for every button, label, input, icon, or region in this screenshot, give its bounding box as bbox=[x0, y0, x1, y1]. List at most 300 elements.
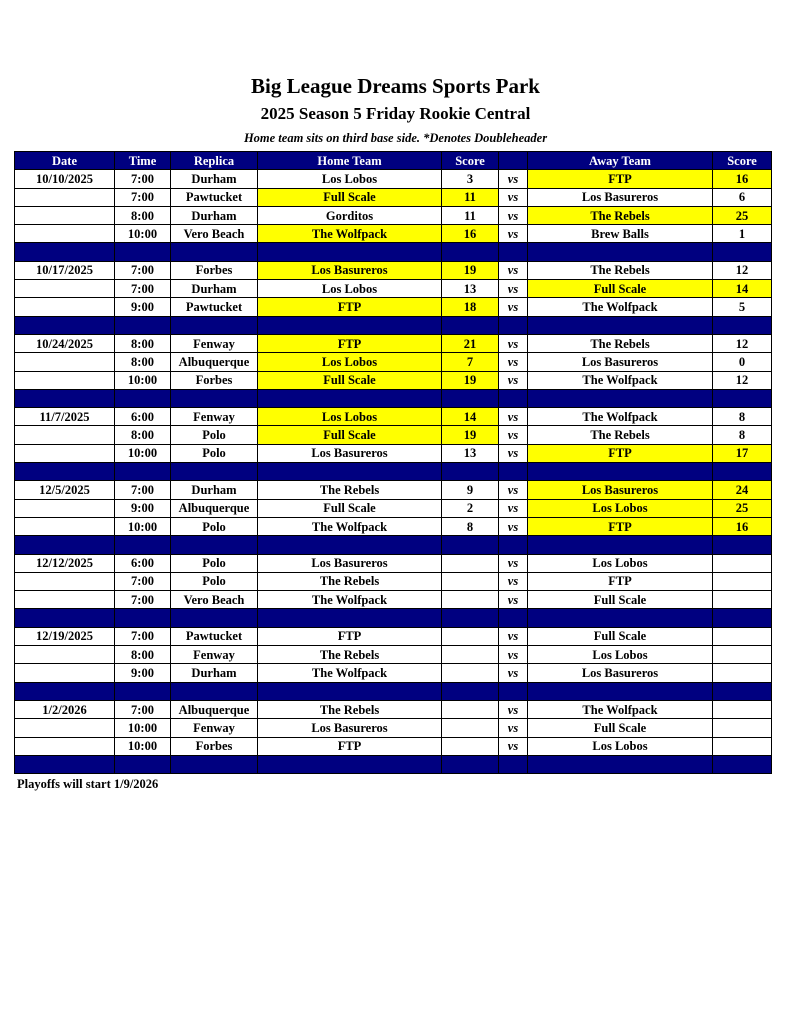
away-team-cell: Los Lobos bbox=[528, 554, 713, 572]
home-score-cell bbox=[442, 646, 499, 664]
away-score-cell: 14 bbox=[713, 280, 772, 298]
game-row bbox=[15, 591, 772, 609]
home-team-cell: The Wolfpack bbox=[258, 664, 442, 682]
vs-cell: vs bbox=[499, 572, 528, 590]
away-team-cell: FTP bbox=[528, 170, 713, 188]
separator-cell bbox=[528, 609, 713, 627]
home-team-cell: Full Scale bbox=[258, 371, 442, 389]
replica-cell: Polo bbox=[171, 426, 258, 444]
away-score-cell: 1 bbox=[713, 225, 772, 243]
away-score-cell: 24 bbox=[713, 481, 772, 499]
col-header-away-score: Score bbox=[713, 152, 772, 170]
week-separator-row bbox=[15, 389, 772, 407]
home-team-cell: Los Lobos bbox=[258, 280, 442, 298]
time-cell: 7:00 bbox=[115, 591, 171, 609]
home-team-cell: Los Basureros bbox=[258, 719, 442, 737]
game-row bbox=[15, 408, 772, 426]
vs-cell: vs bbox=[499, 719, 528, 737]
time-cell: 8:00 bbox=[115, 353, 171, 371]
home-score-cell: 16 bbox=[442, 225, 499, 243]
col-header-home-team: Home Team bbox=[258, 152, 442, 170]
away-team-cell: The Wolfpack bbox=[528, 408, 713, 426]
date-cell bbox=[15, 426, 115, 444]
replica-cell: Durham bbox=[171, 481, 258, 499]
game-row bbox=[15, 700, 772, 718]
separator-cell bbox=[115, 536, 171, 554]
home-team-cell: Los Lobos bbox=[258, 170, 442, 188]
separator-cell bbox=[442, 463, 499, 481]
separator-cell bbox=[15, 682, 115, 700]
date-cell bbox=[15, 572, 115, 590]
separator-cell bbox=[258, 609, 442, 627]
game-row bbox=[15, 225, 772, 243]
time-cell: 7:00 bbox=[115, 261, 171, 279]
replica-cell: Fenway bbox=[171, 719, 258, 737]
schedule-note: Home team sits on third base side. *Denotes Doubleheader bbox=[243, 131, 548, 145]
home-score-cell: 13 bbox=[442, 280, 499, 298]
time-cell: 8:00 bbox=[115, 426, 171, 444]
separator-cell bbox=[528, 243, 713, 261]
home-score-cell: 19 bbox=[442, 261, 499, 279]
home-team-cell: Los Lobos bbox=[258, 408, 442, 426]
replica-cell: Polo bbox=[171, 554, 258, 572]
separator-cell bbox=[442, 316, 499, 334]
replica-cell: Pawtucket bbox=[171, 627, 258, 645]
separator-cell bbox=[258, 463, 442, 481]
home-score-cell: 9 bbox=[442, 481, 499, 499]
separator-cell bbox=[15, 755, 115, 773]
game-row bbox=[15, 719, 772, 737]
vs-cell: vs bbox=[499, 444, 528, 462]
separator-cell bbox=[528, 389, 713, 407]
home-team-cell: Full Scale bbox=[258, 499, 442, 517]
date-cell bbox=[15, 499, 115, 517]
home-score-cell bbox=[442, 737, 499, 755]
away-team-cell: Los Lobos bbox=[528, 646, 713, 664]
home-team-cell: Full Scale bbox=[258, 426, 442, 444]
away-team-cell: FTP bbox=[528, 444, 713, 462]
time-cell: 7:00 bbox=[115, 572, 171, 590]
game-row bbox=[15, 371, 772, 389]
replica-cell: Durham bbox=[171, 664, 258, 682]
separator-cell bbox=[171, 316, 258, 334]
vs-cell: vs bbox=[499, 664, 528, 682]
away-team-cell: Full Scale bbox=[528, 280, 713, 298]
separator-cell bbox=[499, 316, 528, 334]
week-separator-row bbox=[15, 316, 772, 334]
game-row bbox=[15, 627, 772, 645]
date-cell: 10/10/2025 bbox=[15, 170, 115, 188]
separator-cell bbox=[528, 536, 713, 554]
away-score-cell bbox=[713, 719, 772, 737]
col-header-time: Time bbox=[115, 152, 171, 170]
vs-cell: vs bbox=[499, 225, 528, 243]
schedule-table bbox=[14, 151, 772, 774]
away-team-cell: The Rebels bbox=[528, 334, 713, 352]
away-score-cell: 12 bbox=[713, 334, 772, 352]
separator-cell bbox=[713, 463, 772, 481]
separator-cell bbox=[171, 536, 258, 554]
vs-cell: vs bbox=[499, 408, 528, 426]
away-team-cell: Los Basureros bbox=[528, 188, 713, 206]
home-team-cell: The Wolfpack bbox=[258, 225, 442, 243]
separator-cell bbox=[499, 463, 528, 481]
away-team-cell: Full Scale bbox=[528, 627, 713, 645]
separator-cell bbox=[442, 389, 499, 407]
col-header-home-score: Score bbox=[442, 152, 499, 170]
separator-cell bbox=[258, 755, 442, 773]
replica-cell: Albuquerque bbox=[171, 700, 258, 718]
vs-cell: vs bbox=[499, 371, 528, 389]
game-row bbox=[15, 554, 772, 572]
away-team-cell: The Wolfpack bbox=[528, 700, 713, 718]
vs-cell: vs bbox=[499, 517, 528, 535]
vs-cell: vs bbox=[499, 481, 528, 499]
date-cell bbox=[15, 591, 115, 609]
vs-cell: vs bbox=[499, 261, 528, 279]
game-row bbox=[15, 188, 772, 206]
away-team-cell: Los Lobos bbox=[528, 499, 713, 517]
game-row bbox=[15, 280, 772, 298]
home-team-cell: Los Basureros bbox=[258, 261, 442, 279]
week-separator-row bbox=[15, 682, 772, 700]
separator-cell bbox=[713, 609, 772, 627]
home-team-cell: Gorditos bbox=[258, 206, 442, 224]
time-cell: 9:00 bbox=[115, 664, 171, 682]
away-team-cell: Los Basureros bbox=[528, 481, 713, 499]
game-row bbox=[15, 170, 772, 188]
time-cell: 10:00 bbox=[115, 371, 171, 389]
away-score-cell: 8 bbox=[713, 426, 772, 444]
time-cell: 6:00 bbox=[115, 408, 171, 426]
separator-cell bbox=[15, 389, 115, 407]
away-score-cell: 6 bbox=[713, 188, 772, 206]
separator-cell bbox=[258, 243, 442, 261]
date-cell bbox=[15, 646, 115, 664]
away-team-cell: Full Scale bbox=[528, 591, 713, 609]
week-separator-row bbox=[15, 536, 772, 554]
separator-cell bbox=[713, 755, 772, 773]
away-team-cell: The Wolfpack bbox=[528, 371, 713, 389]
separator-cell bbox=[115, 389, 171, 407]
replica-cell: Polo bbox=[171, 517, 258, 535]
time-cell: 7:00 bbox=[115, 280, 171, 298]
separator-cell bbox=[713, 316, 772, 334]
separator-cell bbox=[442, 609, 499, 627]
date-cell: 12/19/2025 bbox=[15, 627, 115, 645]
date-cell bbox=[15, 517, 115, 535]
date-cell bbox=[15, 188, 115, 206]
separator-cell bbox=[499, 389, 528, 407]
away-score-cell: 16 bbox=[713, 517, 772, 535]
away-score-cell: 8 bbox=[713, 408, 772, 426]
home-team-cell: The Rebels bbox=[258, 700, 442, 718]
home-team-cell: The Wolfpack bbox=[258, 591, 442, 609]
game-row bbox=[15, 334, 772, 352]
game-row bbox=[15, 444, 772, 462]
away-team-cell: FTP bbox=[528, 517, 713, 535]
time-cell: 10:00 bbox=[115, 225, 171, 243]
away-score-cell bbox=[713, 591, 772, 609]
home-team-cell: Los Lobos bbox=[258, 353, 442, 371]
col-header-vs bbox=[499, 152, 528, 170]
home-team-cell: Los Basureros bbox=[258, 444, 442, 462]
away-score-cell: 0 bbox=[713, 353, 772, 371]
separator-cell bbox=[528, 463, 713, 481]
vs-cell: vs bbox=[499, 591, 528, 609]
home-score-cell bbox=[442, 719, 499, 737]
separator-cell bbox=[499, 609, 528, 627]
home-score-cell: 8 bbox=[442, 517, 499, 535]
home-team-cell: FTP bbox=[258, 298, 442, 316]
vs-cell: vs bbox=[499, 280, 528, 298]
date-cell bbox=[15, 719, 115, 737]
time-cell: 9:00 bbox=[115, 499, 171, 517]
time-cell: 8:00 bbox=[115, 646, 171, 664]
away-score-cell: 12 bbox=[713, 371, 772, 389]
away-team-cell: The Rebels bbox=[528, 261, 713, 279]
home-score-cell bbox=[442, 664, 499, 682]
separator-cell bbox=[258, 316, 442, 334]
away-team-cell: Los Basureros bbox=[528, 664, 713, 682]
game-row bbox=[15, 572, 772, 590]
away-score-cell bbox=[713, 646, 772, 664]
home-team-cell: Full Scale bbox=[258, 188, 442, 206]
vs-cell: vs bbox=[499, 298, 528, 316]
replica-cell: Durham bbox=[171, 206, 258, 224]
game-row bbox=[15, 499, 772, 517]
separator-cell bbox=[171, 389, 258, 407]
separator-cell bbox=[258, 389, 442, 407]
game-row bbox=[15, 737, 772, 755]
away-score-cell bbox=[713, 572, 772, 590]
time-cell: 7:00 bbox=[115, 170, 171, 188]
separator-cell bbox=[15, 609, 115, 627]
separator-cell bbox=[15, 316, 115, 334]
replica-cell: Fenway bbox=[171, 408, 258, 426]
col-header-replica: Replica bbox=[171, 152, 258, 170]
page-subtitle: 2025 Season 5 Friday Rookie Central bbox=[260, 104, 531, 123]
week-separator-row bbox=[15, 243, 772, 261]
replica-cell: Albuquerque bbox=[171, 353, 258, 371]
date-cell: 11/7/2025 bbox=[15, 408, 115, 426]
game-row bbox=[15, 646, 772, 664]
game-row bbox=[15, 353, 772, 371]
home-score-cell: 7 bbox=[442, 353, 499, 371]
home-score-cell: 14 bbox=[442, 408, 499, 426]
away-team-cell: Los Basureros bbox=[528, 353, 713, 371]
replica-cell: Vero Beach bbox=[171, 225, 258, 243]
date-cell: 12/12/2025 bbox=[15, 554, 115, 572]
separator-cell bbox=[528, 755, 713, 773]
time-cell: 7:00 bbox=[115, 627, 171, 645]
time-cell: 10:00 bbox=[115, 737, 171, 755]
replica-cell: Albuquerque bbox=[171, 499, 258, 517]
separator-cell bbox=[171, 755, 258, 773]
away-score-cell bbox=[713, 554, 772, 572]
date-cell bbox=[15, 353, 115, 371]
time-cell: 7:00 bbox=[115, 188, 171, 206]
week-separator-row bbox=[15, 609, 772, 627]
home-score-cell: 19 bbox=[442, 426, 499, 444]
vs-cell: vs bbox=[499, 627, 528, 645]
away-team-cell: Brew Balls bbox=[528, 225, 713, 243]
vs-cell: vs bbox=[499, 737, 528, 755]
vs-cell: vs bbox=[499, 554, 528, 572]
replica-cell: Fenway bbox=[171, 334, 258, 352]
away-score-cell bbox=[713, 737, 772, 755]
home-score-cell: 19 bbox=[442, 371, 499, 389]
time-cell: 6:00 bbox=[115, 554, 171, 572]
separator-cell bbox=[442, 243, 499, 261]
away-score-cell: 25 bbox=[713, 206, 772, 224]
away-team-cell: The Wolfpack bbox=[528, 298, 713, 316]
vs-cell: vs bbox=[499, 188, 528, 206]
time-cell: 10:00 bbox=[115, 444, 171, 462]
separator-cell bbox=[115, 243, 171, 261]
separator-cell bbox=[499, 243, 528, 261]
away-team-cell: The Rebels bbox=[528, 206, 713, 224]
week-separator-row bbox=[15, 755, 772, 773]
vs-cell: vs bbox=[499, 426, 528, 444]
separator-cell bbox=[713, 389, 772, 407]
home-score-cell bbox=[442, 700, 499, 718]
separator-cell bbox=[115, 463, 171, 481]
week-separator-row bbox=[15, 463, 772, 481]
game-row bbox=[15, 261, 772, 279]
game-row bbox=[15, 481, 772, 499]
away-score-cell: 5 bbox=[713, 298, 772, 316]
time-cell: 7:00 bbox=[115, 481, 171, 499]
date-cell: 10/24/2025 bbox=[15, 334, 115, 352]
home-score-cell: 3 bbox=[442, 170, 499, 188]
game-row bbox=[15, 517, 772, 535]
separator-cell bbox=[15, 243, 115, 261]
home-score-cell bbox=[442, 591, 499, 609]
separator-cell bbox=[713, 536, 772, 554]
separator-cell bbox=[115, 755, 171, 773]
home-team-cell: The Rebels bbox=[258, 572, 442, 590]
separator-cell bbox=[713, 243, 772, 261]
separator-cell bbox=[171, 463, 258, 481]
away-score-cell: 17 bbox=[713, 444, 772, 462]
home-team-cell: FTP bbox=[258, 334, 442, 352]
separator-cell bbox=[528, 682, 713, 700]
away-team-cell: Los Lobos bbox=[528, 737, 713, 755]
home-team-cell: FTP bbox=[258, 627, 442, 645]
vs-cell: vs bbox=[499, 499, 528, 517]
separator-cell bbox=[442, 536, 499, 554]
separator-cell bbox=[171, 609, 258, 627]
col-header-date: Date bbox=[15, 152, 115, 170]
separator-cell bbox=[15, 463, 115, 481]
time-cell: 10:00 bbox=[115, 719, 171, 737]
separator-cell bbox=[258, 682, 442, 700]
separator-cell bbox=[115, 609, 171, 627]
home-score-cell: 18 bbox=[442, 298, 499, 316]
away-team-cell: The Rebels bbox=[528, 426, 713, 444]
home-score-cell bbox=[442, 627, 499, 645]
vs-cell: vs bbox=[499, 206, 528, 224]
date-cell bbox=[15, 371, 115, 389]
separator-cell bbox=[115, 316, 171, 334]
home-team-cell: Los Basureros bbox=[258, 554, 442, 572]
away-team-cell: Full Scale bbox=[528, 719, 713, 737]
home-score-cell bbox=[442, 554, 499, 572]
home-team-cell: The Rebels bbox=[258, 646, 442, 664]
date-cell bbox=[15, 280, 115, 298]
vs-cell: vs bbox=[499, 700, 528, 718]
replica-cell: Pawtucket bbox=[171, 188, 258, 206]
date-cell bbox=[15, 298, 115, 316]
table-header-row bbox=[15, 152, 772, 170]
separator-cell bbox=[258, 536, 442, 554]
separator-cell bbox=[171, 682, 258, 700]
playoffs-note: Playoffs will start 1/9/2026 bbox=[17, 777, 159, 791]
away-score-cell: 16 bbox=[713, 170, 772, 188]
separator-cell bbox=[15, 536, 115, 554]
separator-cell bbox=[499, 536, 528, 554]
away-score-cell bbox=[713, 664, 772, 682]
replica-cell: Durham bbox=[171, 280, 258, 298]
date-cell: 10/17/2025 bbox=[15, 261, 115, 279]
date-cell bbox=[15, 444, 115, 462]
home-score-cell: 11 bbox=[442, 206, 499, 224]
replica-cell: Polo bbox=[171, 572, 258, 590]
date-cell bbox=[15, 664, 115, 682]
separator-cell bbox=[442, 755, 499, 773]
replica-cell: Pawtucket bbox=[171, 298, 258, 316]
away-score-cell: 12 bbox=[713, 261, 772, 279]
away-score-cell bbox=[713, 700, 772, 718]
time-cell: 10:00 bbox=[115, 517, 171, 535]
date-cell: 12/5/2025 bbox=[15, 481, 115, 499]
vs-cell: vs bbox=[499, 170, 528, 188]
game-row bbox=[15, 298, 772, 316]
date-cell: 1/2/2026 bbox=[15, 700, 115, 718]
game-row bbox=[15, 426, 772, 444]
separator-cell bbox=[171, 243, 258, 261]
home-score-cell: 13 bbox=[442, 444, 499, 462]
date-cell bbox=[15, 737, 115, 755]
home-score-cell: 21 bbox=[442, 334, 499, 352]
replica-cell: Forbes bbox=[171, 371, 258, 389]
replica-cell: Forbes bbox=[171, 737, 258, 755]
home-team-cell: The Wolfpack bbox=[258, 517, 442, 535]
vs-cell: vs bbox=[499, 334, 528, 352]
home-score-cell: 11 bbox=[442, 188, 499, 206]
vs-cell: vs bbox=[499, 353, 528, 371]
replica-cell: Vero Beach bbox=[171, 591, 258, 609]
separator-cell bbox=[499, 682, 528, 700]
separator-cell bbox=[528, 316, 713, 334]
replica-cell: Forbes bbox=[171, 261, 258, 279]
vs-cell: vs bbox=[499, 646, 528, 664]
home-score-cell: 2 bbox=[442, 499, 499, 517]
page-title: Big League Dreams Sports Park bbox=[251, 74, 540, 98]
time-cell: 9:00 bbox=[115, 298, 171, 316]
game-row bbox=[15, 206, 772, 224]
replica-cell: Durham bbox=[171, 170, 258, 188]
game-row bbox=[15, 664, 772, 682]
home-team-cell: FTP bbox=[258, 737, 442, 755]
away-score-cell bbox=[713, 627, 772, 645]
date-cell bbox=[15, 225, 115, 243]
separator-cell bbox=[442, 682, 499, 700]
separator-cell bbox=[713, 682, 772, 700]
away-team-cell: FTP bbox=[528, 572, 713, 590]
time-cell: 7:00 bbox=[115, 700, 171, 718]
